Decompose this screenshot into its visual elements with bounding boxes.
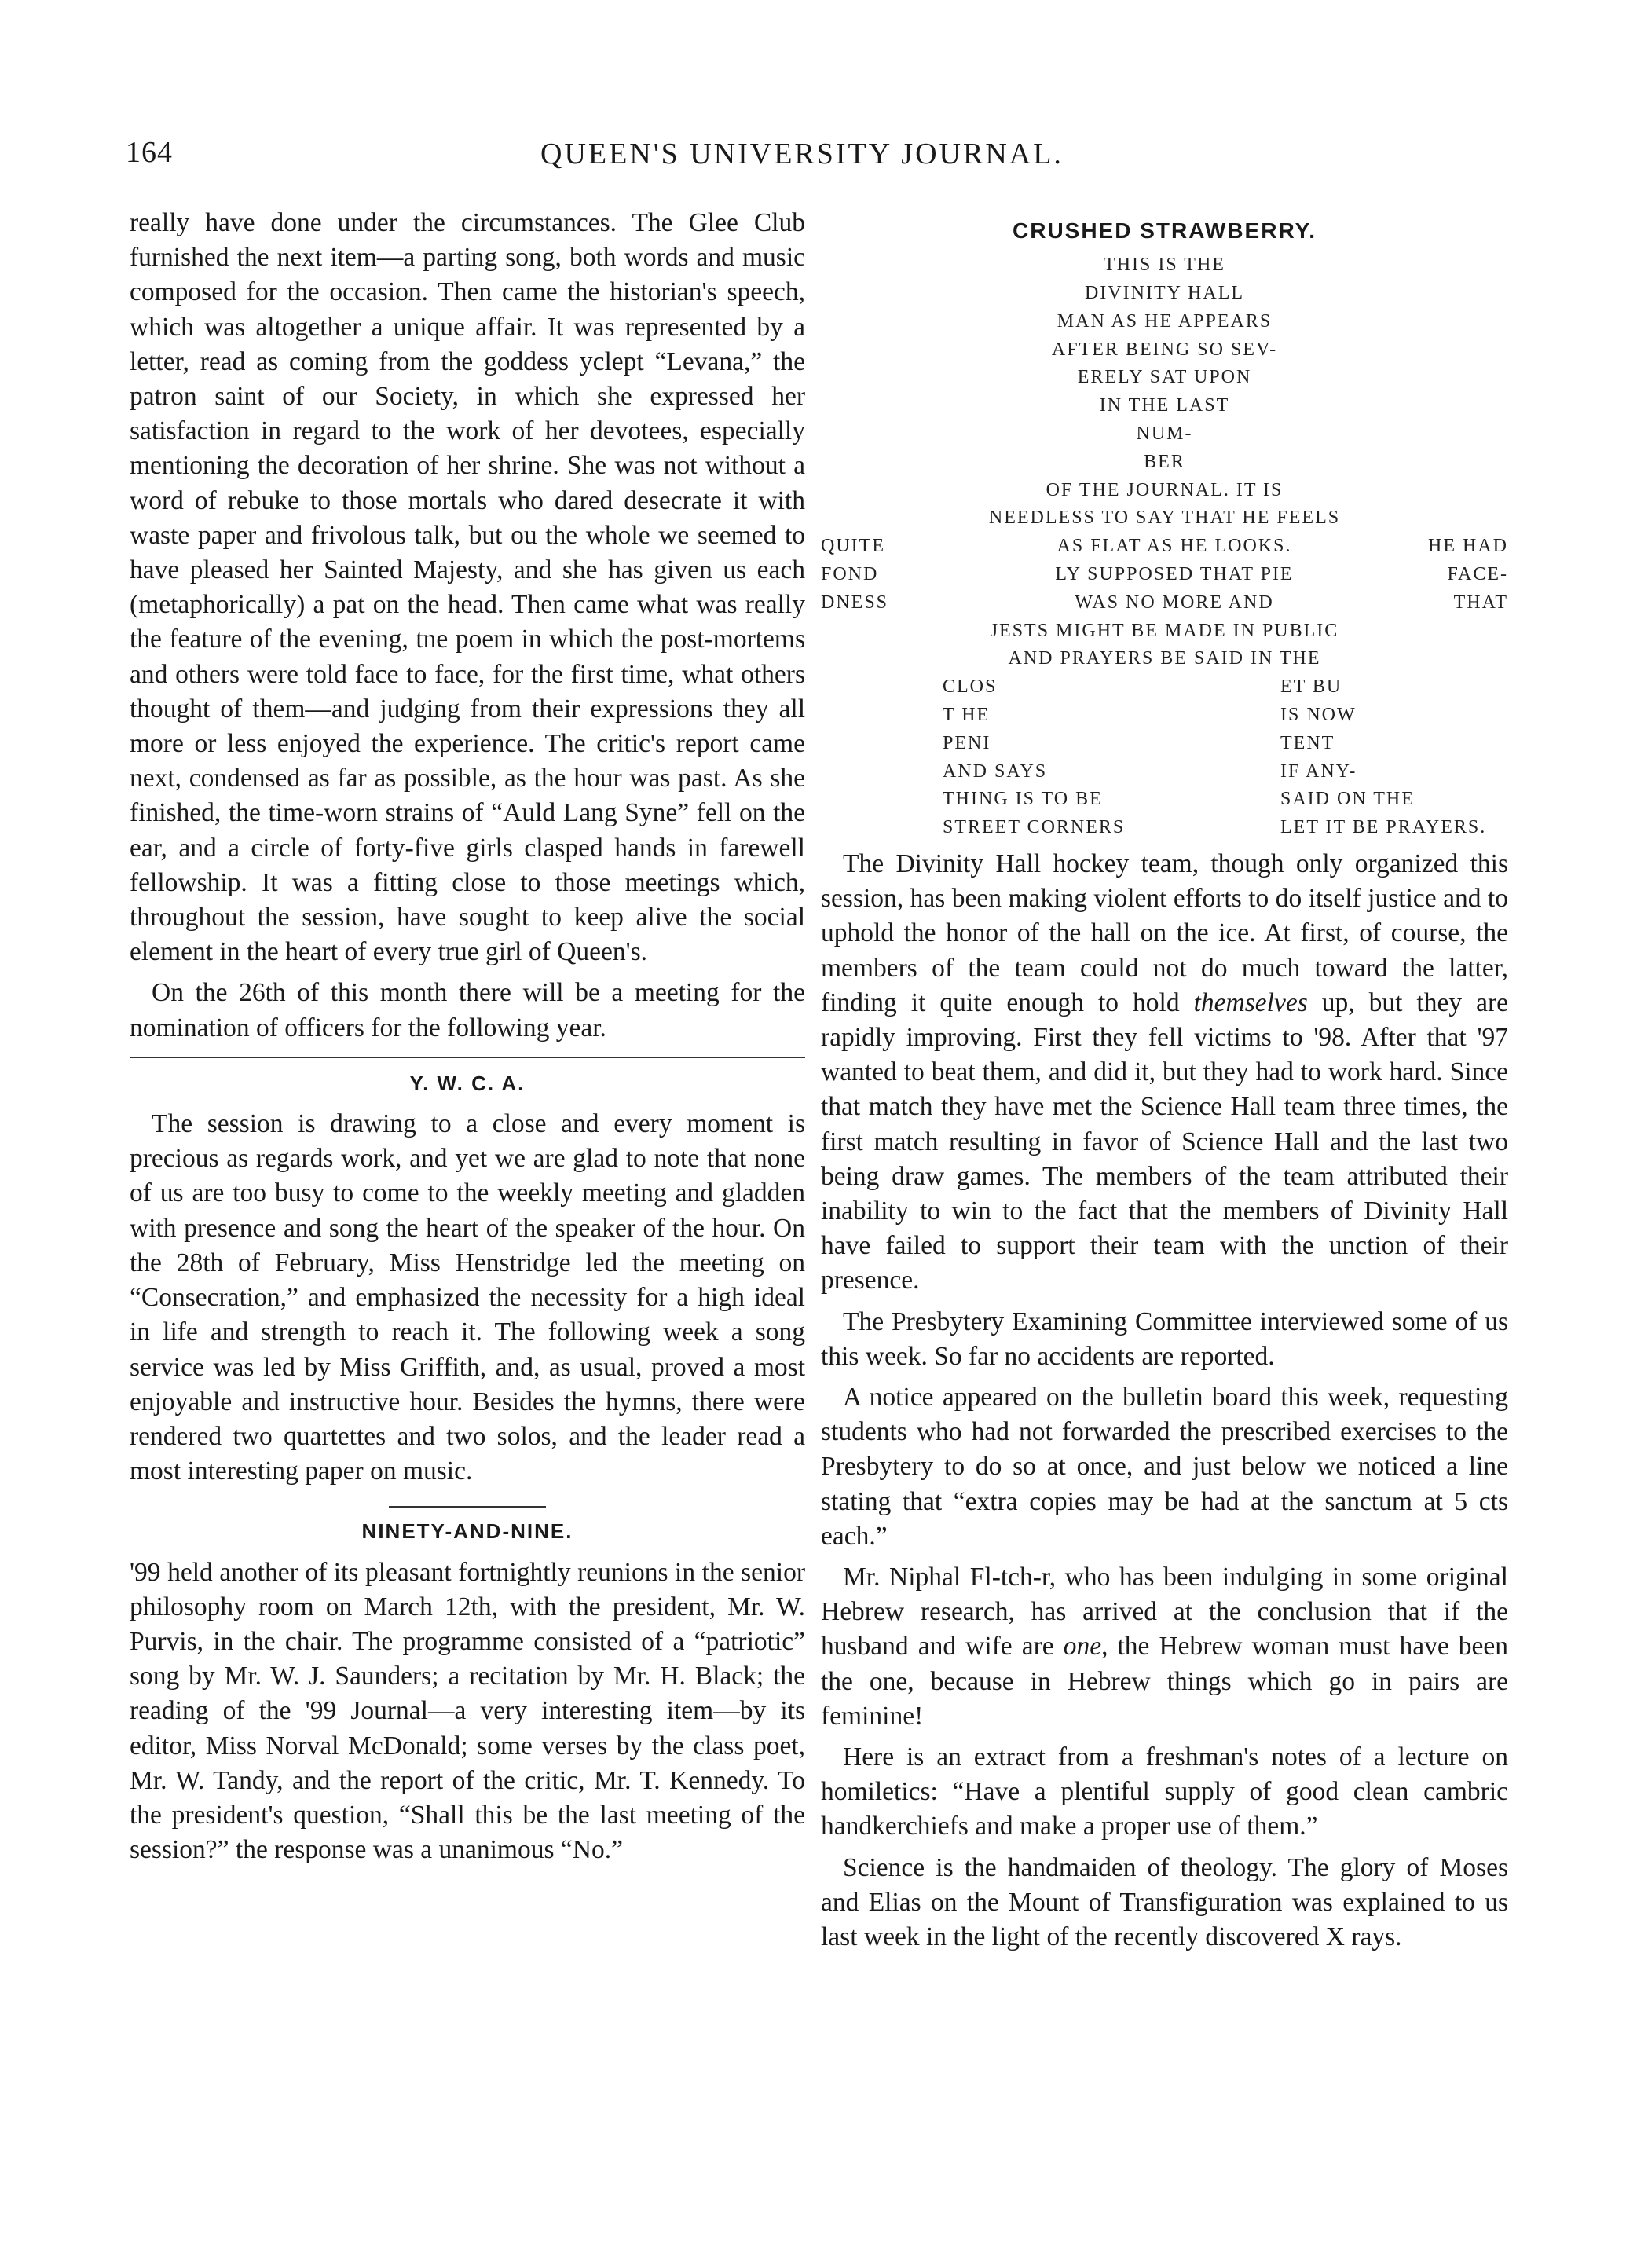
shape-cell: THAT	[1453, 592, 1508, 613]
paragraph-science: Science is the handmaiden of theology. The glory of Moses and Elias on the Mount of Transfiguration was explained to us last week in the light of the recently discovered X rays.	[821, 1852, 1508, 1952]
shape-line: IN THE LAST	[1099, 395, 1230, 416]
shape-row	[821, 758, 1508, 786]
heading-crushed-strawberry: CRUSHED STRAWBERRY.	[1013, 218, 1317, 243]
shape-cell: TENT	[1280, 732, 1335, 753]
shape-cell: THING IS TO BE	[943, 789, 1103, 810]
shape-line: ERELY SAT UPON	[1077, 367, 1252, 388]
paragraph-hebrew	[821, 1560, 1508, 1734]
page-header	[126, 135, 1115, 182]
shape-row	[821, 589, 1508, 617]
right-column	[821, 206, 1508, 1961]
text-emphasis: one	[1063, 1632, 1102, 1662]
shape-row	[821, 673, 1508, 702]
heading-ywca: Y. W. C. A.	[409, 1071, 526, 1095]
shape-line: AND PRAYERS BE SAID IN THE	[1008, 648, 1321, 669]
heading-ninety-and-nine: NINETY-AND-NINE.	[361, 1519, 573, 1544]
shape-line: THIS IS THE	[1104, 255, 1225, 276]
section-divider	[130, 1057, 805, 1058]
paragraph-presbytery: The Presbytery Examining Committee interviewed some of us this week. So far no accidents are reported.	[821, 1306, 1508, 1371]
shape-row	[821, 533, 1508, 561]
shape-cell: AND SAYS	[943, 760, 1048, 782]
shape-row	[821, 702, 1508, 730]
shaped-verse	[821, 251, 1508, 842]
shape-row	[821, 814, 1508, 842]
shape-line: MAN AS HE APPEARS	[1057, 310, 1273, 332]
shape-cell: CLOS	[943, 676, 998, 698]
paragraph-hockey	[821, 847, 1508, 1299]
shape-line: OF THE JOURNAL. IT IS	[1046, 479, 1284, 500]
left-column	[130, 206, 805, 1874]
page-number: 164	[126, 136, 173, 169]
shape-cell: LET IT BE PRAYERS.	[1280, 817, 1487, 838]
text-run: up, but they are rapidly improving. First they fell victims to '98. After that '97 wanted to beat them, and did it, but they had to work hard. Since that match they have met the Science Hall team three times, the first match resulting in favor of Science Hall and the last two being draw games. The members of the team attributed their inability to win to the fact that the members of Divinity Hall have failed to support their team with the unction of their presence.	[821, 987, 1508, 1295]
text-run: , the Hebrew woman must have been the one, because in Hebrew things which go in pairs are feminine!	[821, 1632, 1508, 1731]
paragraph-ywca: The session is drawing to a close and every moment is precious as regards work, and yet we are glad to note that none of us are too busy to come to the weekly meeting and gladden with presence and song the heart of the speaker of the hour. On the 28th of February, Miss Henstridge led the meeting on “Consecration,” and emphasized the necessity for a high ideal in life and strength to reach it. The following week a song service was led by Miss Griffith, and, as usual, proved a most enjoyable and instructive hour. Besides the hymns, there were rendered two quartettes and two solos, and the leader read a most interesting paper on music.	[130, 1109, 805, 1486]
shape-cell: AS FLAT AS HE LOOKS.	[1057, 536, 1292, 557]
shape-cell: STREET CORNERS	[943, 817, 1126, 838]
shape-cell: T HE	[943, 704, 991, 725]
shape-cell: FACE-	[1447, 563, 1508, 584]
text-run: Mr. Niphal Fl-tch-r, who has been indulging in some original Hebrew research, has arrived at the conclusion that if the husband and wife are	[821, 1563, 1508, 1662]
shape-cell: IS NOW	[1280, 704, 1357, 725]
shape-cell: DNESS	[821, 592, 889, 613]
shape-line: JESTS MIGHT BE MADE IN PUBLIC	[990, 620, 1339, 641]
shape-row	[821, 786, 1508, 814]
paragraph-nomination: On the 26th of this month there will be a meeting for the nomination of officers for the following year.	[130, 978, 805, 1042]
shape-cell: PENI	[943, 732, 991, 753]
shape-cell: IF ANY-	[1280, 760, 1357, 782]
text-emphasis: themselves	[1193, 987, 1308, 1017]
paragraph-notice: A notice appeared on the bulletin board this week, requesting students who had not forwarded the prescribed exercises to the Presbytery to do so at once, and just below we noticed a line stating that “extra copies may be had at the sanctum at 5 cts each.”	[821, 1382, 1508, 1551]
shape-cell: FOND	[821, 563, 879, 584]
paragraph-ninety-and-nine: '99 held another of its pleasant fortnightly reunions in the senior philosophy room on March 12th, with the president, Mr. W. Purvis, in the chair. The programme consisted of a “patriotic” song by Mr. W. J. Saunders; a recitation by Mr. H. Black; the reading of the '99 Journal—a very interesting item—by its editor, Miss Norval McDonald; some verses by the class poet, Mr. W. Tandy, and the report of the critic, Mr. T. Kennedy. To the president's question, “Shall this be the last meeting of the session?” the response was a unanimous “No.”	[130, 1557, 805, 1865]
shape-cell: ET BU	[1280, 676, 1342, 698]
paragraph-homiletics: Here is an extract from a freshman's notes of a lecture on homiletics: “Have a plentiful supply of good clean cambric handkerchiefs and make a proper use of them.”	[821, 1742, 1508, 1841]
shape-row	[821, 561, 1508, 589]
shape-cell: WAS NO MORE AND	[1075, 592, 1274, 613]
shape-line: NUM-	[1136, 423, 1193, 444]
shape-row	[821, 730, 1508, 758]
paragraph-levana: really have done under the circumstances. The Glee Club furnished the next item—a parting song, both words and music composed for the occasion. Then came the historian's speech, which was altogether a unique affair. It was represented by a letter, read as coming from the goddess yclept “Levana,” the patron saint of our Society, in which she expressed her satisfaction in regard to the work of her devotees, especially mentioning the decoration of her shrine. She was not without a word of rebuke to those mortals who dared desecrate it with waste paper and frivolous talk, but ou the whole we seemed to have pleased her Sainted Majesty, and she has given us each (metaphorically) a pat on the head. Then came what was really the feature of the evening, tne poem in which the post-mortems and others were told face to face, for the first time, what others thought of them—and judging from their expressions they all more or less enjoyed the experience. The critic's report came next, condensed as far as possible, as the hour was past. As she finished, the time-worn strains of “Auld Lang Syne” fell on the ear, and a circle of forty-five girls clasped hands in farewell fellowship. It was a fitting close to those meetings which, throughout the session, have sought to keep alive the social element in the heart of every true girl of Queen's.	[130, 208, 805, 967]
text-run: The Divinity Hall hockey team, though only organized this session, has been making violent efforts to do itself justice and to uphold the honor of the hall on the ice. At first, of course, the members of the team could not do much toward the latter, finding it quite enough to hold	[821, 848, 1508, 1017]
shape-cell: HE HAD	[1428, 536, 1508, 557]
section-divider	[389, 1506, 546, 1508]
shape-cell: SAID ON THE	[1280, 789, 1415, 810]
shape-line: DIVINITY HALL	[1084, 283, 1245, 303]
running-title: QUEEN'S UNIVERSITY JOURNAL.	[540, 137, 1064, 170]
shape-cell: LY SUPPOSED THAT PIE	[1055, 563, 1294, 584]
shape-cell: QUITE	[821, 536, 885, 557]
shape-line: NEEDLESS TO SAY THAT HE FEELS	[988, 507, 1341, 529]
shape-line: BER	[1144, 451, 1185, 472]
shape-line: AFTER BEING SO SEV-	[1051, 339, 1278, 360]
